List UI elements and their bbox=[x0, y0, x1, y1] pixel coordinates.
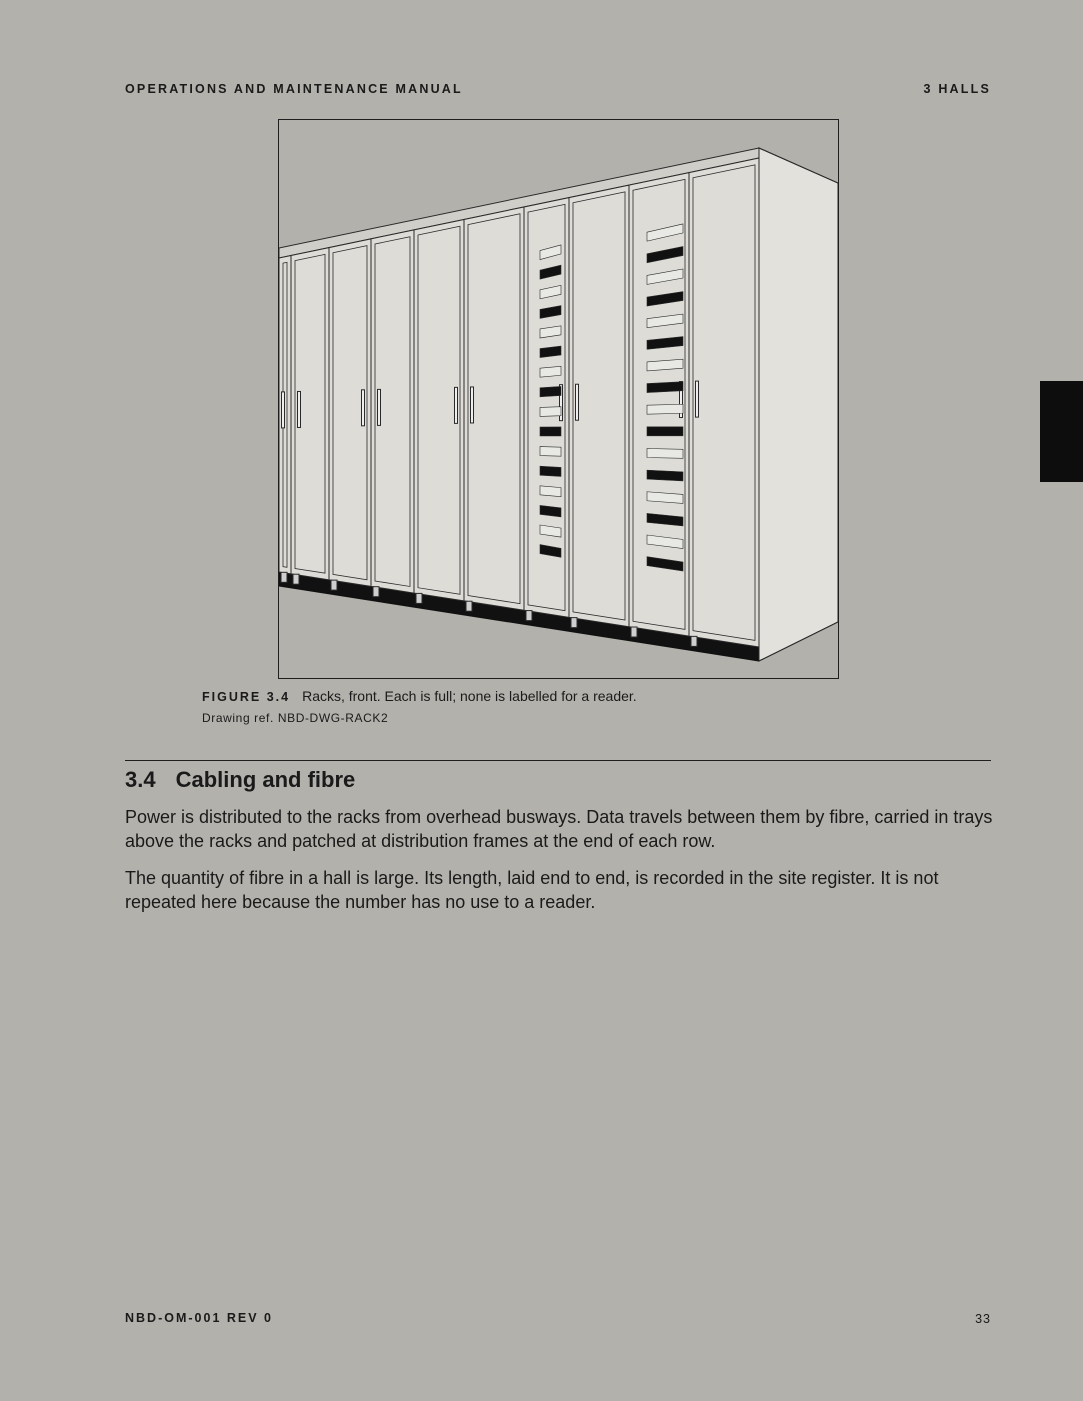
rack-foot bbox=[466, 601, 472, 611]
rack-foot bbox=[373, 587, 379, 597]
rack-equipment-unit bbox=[647, 470, 683, 481]
rack-equipment-unit bbox=[540, 427, 561, 436]
rack-equipment-unit bbox=[647, 427, 683, 436]
rack-door bbox=[689, 158, 759, 647]
rack-door-handle bbox=[471, 387, 474, 423]
rack-door-handle bbox=[282, 392, 285, 428]
rack-illustration bbox=[278, 119, 839, 679]
rack-equipment-unit bbox=[540, 386, 561, 396]
rack-door-handle bbox=[378, 389, 381, 425]
page-number: 33 bbox=[975, 1312, 991, 1326]
rack-foot bbox=[281, 572, 287, 582]
rack-equipment-unit bbox=[647, 382, 683, 393]
rack-door-handle bbox=[576, 384, 579, 420]
drawing-reference: Drawing ref. NBD-DWG-RACK2 bbox=[202, 711, 389, 725]
rack-equipment-unit bbox=[540, 447, 561, 457]
figure-caption bbox=[202, 688, 637, 704]
rack-foot bbox=[526, 611, 532, 621]
rack-foot bbox=[331, 580, 337, 590]
rack-equipment-unit bbox=[540, 466, 561, 476]
rack-door-handle bbox=[455, 387, 458, 423]
chapter-thumb-tab bbox=[1040, 381, 1083, 482]
figure-label: FIGURE 3.4 bbox=[202, 690, 291, 704]
section-heading bbox=[125, 767, 355, 793]
figure-caption-text: Racks, front. Each is full; none is labelled for a reader. bbox=[302, 688, 637, 704]
rack-equipment-unit bbox=[540, 407, 561, 417]
rack-door bbox=[291, 248, 329, 580]
rack-door-handle bbox=[696, 381, 699, 417]
body-paragraph: Power is distributed to the racks from overhead busways. Data travels between them by fibre, carried in trays above the racks and patched at distribution frames at the end of each row. bbox=[125, 807, 993, 851]
running-head-chapter: 3 HALLS bbox=[923, 82, 991, 96]
rack-foot bbox=[691, 636, 697, 646]
section-divider bbox=[125, 760, 991, 761]
rack-equipment-unit bbox=[647, 448, 683, 458]
rack-equipment-unit bbox=[540, 366, 561, 377]
rack-side-panel bbox=[759, 148, 838, 661]
rack-door-handle bbox=[362, 390, 365, 426]
running-head-title: OPERATIONS AND MAINTENANCE MANUAL bbox=[125, 82, 463, 96]
rack-foot bbox=[416, 593, 422, 603]
rack-foot bbox=[293, 574, 299, 584]
section-title: Cabling and fibre bbox=[175, 767, 356, 792]
rack-door-handle bbox=[298, 391, 301, 427]
rack-foot bbox=[631, 627, 637, 637]
body-paragraph: The quantity of fibre in a hall is large. Its length, laid end to end, is recorded in the site register. It is not repeated here because the number has no use to a reader. bbox=[125, 868, 939, 912]
rack-equipment-unit bbox=[647, 404, 683, 414]
rack-equipment-unit bbox=[540, 486, 561, 497]
section-number: 3.4 bbox=[125, 767, 156, 792]
rack-drawing bbox=[279, 120, 838, 678]
document-id: NBD-OM-001 REV 0 bbox=[125, 1311, 273, 1325]
rack-foot bbox=[571, 618, 577, 628]
